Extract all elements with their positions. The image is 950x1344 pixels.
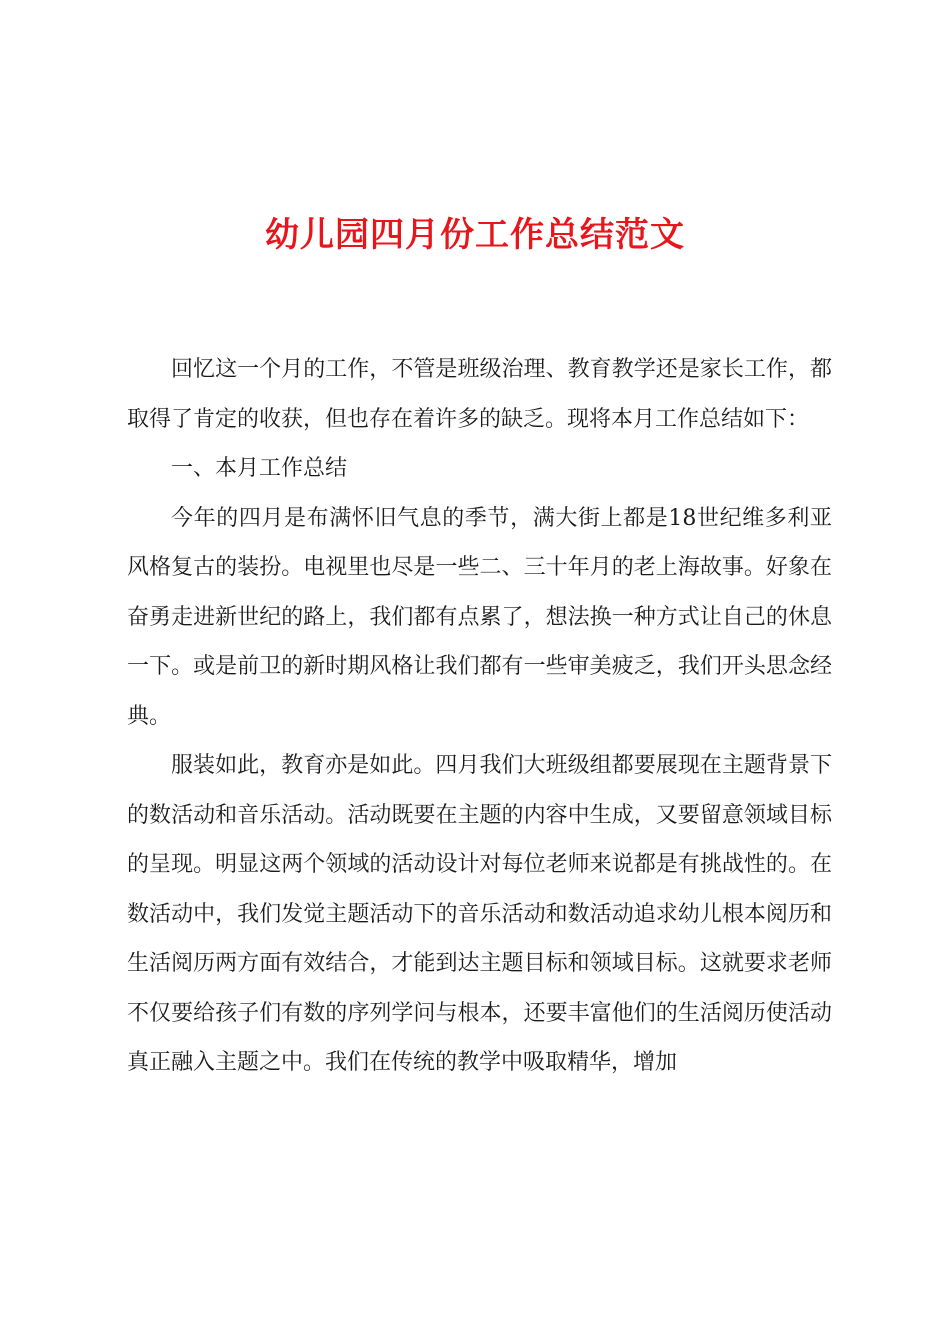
document-title: 幼儿园四月份工作总结范文 [265,215,685,255]
paragraph-education: 服装如此，教育亦是如此。四月我们大班级组都要展现在主题背景下的数活动和音乐活动。活动既要在主题的内容中生成，又要留意领域目标的呈现。明显这两个领域的活动设计对每位老师来说都是有挑战性的。在数活动中，我们发觉主题活动下的音乐活动和数活动追求幼儿根本阅历和生活阅历两方面有效结合，才能到达主题目标和领域目标。这就要求老师不仅要给孩子们有数的序列学问与根本，还要丰富他们的生活阅历使活动真正融入主题之中。我们在传统的教学中吸取精华，增加 [127,753,832,1075]
document-body [127,345,832,1088]
section-heading: 一、本月工作总结 [171,456,348,481]
paragraph-april-nostalgia: 今年的四月是布满怀旧气息的季节，满大街上都是18世纪维多利亚风格复古的装扮。电视里也尽是一些二、三十年月的老上海故事。好象在奋勇走进新世纪的路上，我们都有点累了，想法换一种方式让自己的休息一下。或是前卫的新时期风格让我们都有一些审美疲乏，我们开头思念经典。 [127,505,832,729]
paragraph-intro: 回忆这一个月的工作，不管是班级治理、教育教学还是家长工作，都取得了肯定的收获，但也存在着许多的缺乏。现将本月工作总结如下： [127,357,832,432]
